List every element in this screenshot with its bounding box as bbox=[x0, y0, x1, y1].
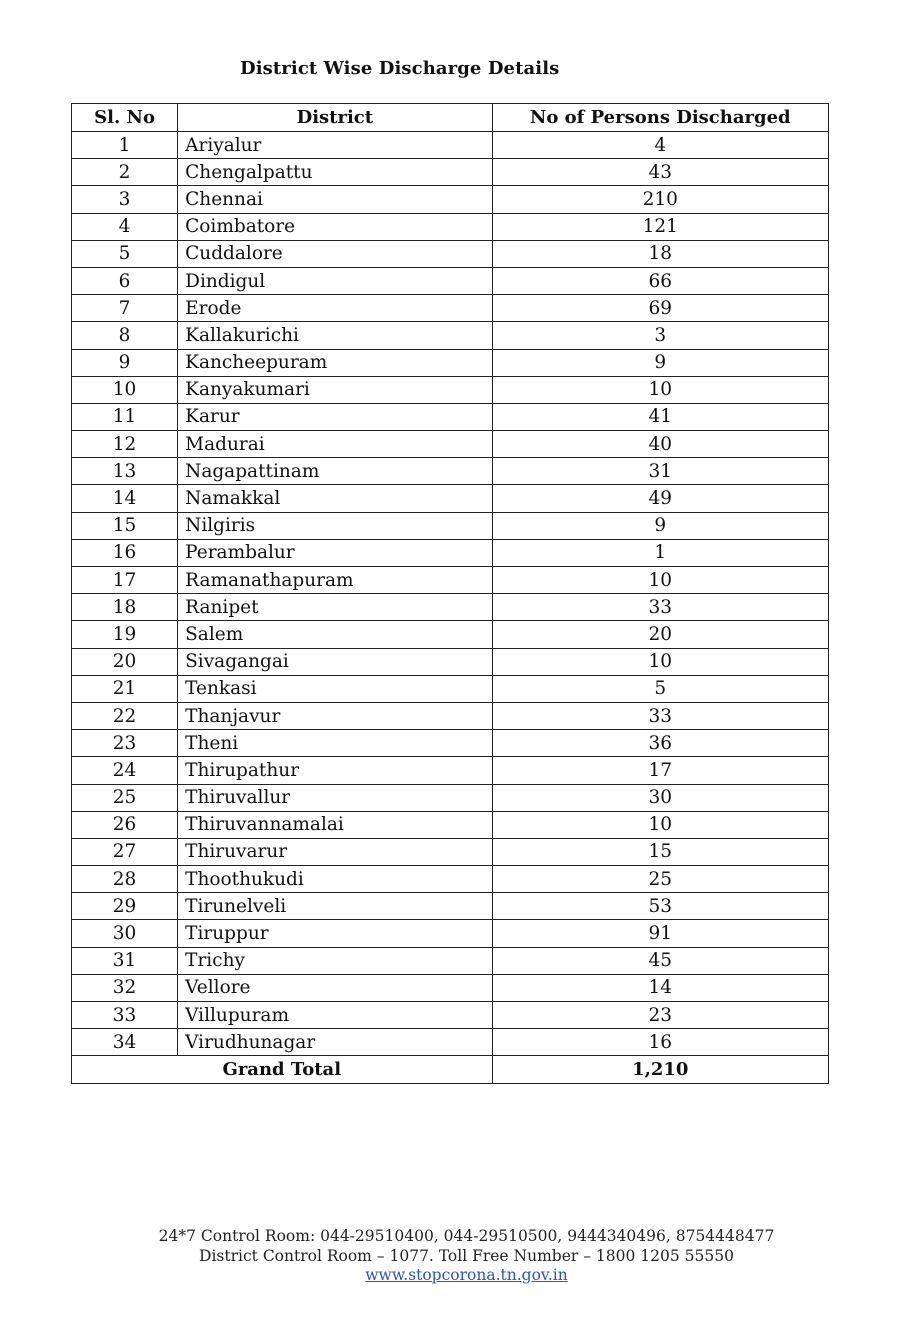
row-sl-no: 33 bbox=[72, 1002, 178, 1029]
table-row bbox=[72, 512, 829, 539]
row-persons-discharged: 33 bbox=[492, 594, 828, 621]
row-sl-no: 17 bbox=[72, 567, 178, 594]
row-district: Chennai bbox=[178, 186, 492, 213]
table-row bbox=[72, 702, 829, 729]
grand-total-value: 1,210 bbox=[492, 1056, 828, 1083]
table-row bbox=[72, 485, 829, 512]
table-row bbox=[72, 1002, 829, 1029]
row-persons-discharged: 20 bbox=[492, 621, 828, 648]
row-district: Nilgiris bbox=[178, 512, 492, 539]
table-row bbox=[72, 594, 829, 621]
table-row bbox=[72, 811, 829, 838]
row-persons-discharged: 10 bbox=[492, 648, 828, 675]
row-persons-discharged: 5 bbox=[492, 675, 828, 702]
row-district: Thoothukudi bbox=[178, 866, 492, 893]
table-row bbox=[72, 621, 829, 648]
header-district: District bbox=[178, 104, 492, 132]
row-persons-discharged: 53 bbox=[492, 893, 828, 920]
table-row bbox=[72, 974, 829, 1001]
table-row bbox=[72, 431, 829, 458]
row-sl-no: 29 bbox=[72, 893, 178, 920]
row-district: Kanyakumari bbox=[178, 376, 492, 403]
row-district: Tirunelveli bbox=[178, 893, 492, 920]
row-sl-no: 15 bbox=[72, 512, 178, 539]
row-district: Perambalur bbox=[178, 539, 492, 566]
table-row bbox=[72, 213, 829, 240]
row-persons-discharged: 14 bbox=[492, 974, 828, 1001]
table-row bbox=[72, 159, 829, 186]
grand-total-row bbox=[72, 1056, 829, 1083]
control-room-line: 24*7 Control Room: 044-29510400, 044-29510500, 9444340496, 8754448477 bbox=[158, 1227, 775, 1245]
row-sl-no: 16 bbox=[72, 539, 178, 566]
row-district: Kallakurichi bbox=[178, 322, 492, 349]
table-row bbox=[72, 267, 829, 294]
row-district: Madurai bbox=[178, 431, 492, 458]
website-link[interactable]: www.stopcorona.tn.gov.in bbox=[365, 1266, 568, 1284]
table-row bbox=[72, 567, 829, 594]
row-district: Theni bbox=[178, 730, 492, 757]
table-row bbox=[72, 648, 829, 675]
row-persons-discharged: 17 bbox=[492, 757, 828, 784]
table-row bbox=[72, 132, 829, 159]
row-sl-no: 14 bbox=[72, 485, 178, 512]
row-district: Thiruvarur bbox=[178, 838, 492, 865]
table-row bbox=[72, 376, 829, 403]
table-row bbox=[72, 1029, 829, 1056]
row-sl-no: 19 bbox=[72, 621, 178, 648]
row-sl-no: 10 bbox=[72, 376, 178, 403]
row-persons-discharged: 45 bbox=[492, 947, 828, 974]
row-district: Thirupathur bbox=[178, 757, 492, 784]
row-district: Erode bbox=[178, 295, 492, 322]
row-sl-no: 20 bbox=[72, 648, 178, 675]
table-row bbox=[72, 730, 829, 757]
discharge-table bbox=[71, 103, 829, 1084]
row-sl-no: 26 bbox=[72, 811, 178, 838]
table-row bbox=[72, 675, 829, 702]
row-district: Trichy bbox=[178, 947, 492, 974]
row-district: Nagapattinam bbox=[178, 458, 492, 485]
row-district: Kancheepuram bbox=[178, 349, 492, 376]
table-header-row bbox=[72, 104, 829, 132]
row-sl-no: 11 bbox=[72, 403, 178, 430]
row-persons-discharged: 10 bbox=[492, 376, 828, 403]
row-sl-no: 21 bbox=[72, 675, 178, 702]
header-persons-discharged: No of Persons Discharged bbox=[492, 104, 828, 132]
row-persons-discharged: 18 bbox=[492, 240, 828, 267]
row-sl-no: 25 bbox=[72, 784, 178, 811]
table-row bbox=[72, 947, 829, 974]
row-persons-discharged: 4 bbox=[492, 132, 828, 159]
header-sl-no: Sl. No bbox=[72, 104, 178, 132]
table-row bbox=[72, 893, 829, 920]
table-body bbox=[72, 132, 829, 1056]
table-row bbox=[72, 240, 829, 267]
row-sl-no: 8 bbox=[72, 322, 178, 349]
row-sl-no: 13 bbox=[72, 458, 178, 485]
row-district: Ramanathapuram bbox=[178, 567, 492, 594]
row-district: Ranipet bbox=[178, 594, 492, 621]
table-row bbox=[72, 186, 829, 213]
row-district: Ariyalur bbox=[178, 132, 492, 159]
row-persons-discharged: 49 bbox=[492, 485, 828, 512]
row-sl-no: 30 bbox=[72, 920, 178, 947]
row-district: Sivagangai bbox=[178, 648, 492, 675]
row-sl-no: 9 bbox=[72, 349, 178, 376]
row-persons-discharged: 1 bbox=[492, 539, 828, 566]
row-persons-discharged: 3 bbox=[492, 322, 828, 349]
row-sl-no: 3 bbox=[72, 186, 178, 213]
row-persons-discharged: 36 bbox=[492, 730, 828, 757]
row-district: Chengalpattu bbox=[178, 159, 492, 186]
row-sl-no: 12 bbox=[72, 431, 178, 458]
row-persons-discharged: 69 bbox=[492, 295, 828, 322]
row-sl-no: 23 bbox=[72, 730, 178, 757]
table-row bbox=[72, 349, 829, 376]
row-district: Thiruvallur bbox=[178, 784, 492, 811]
row-persons-discharged: 23 bbox=[492, 1002, 828, 1029]
row-sl-no: 24 bbox=[72, 757, 178, 784]
row-persons-discharged: 9 bbox=[492, 512, 828, 539]
row-district: Thiruvannamalai bbox=[178, 811, 492, 838]
row-persons-discharged: 91 bbox=[492, 920, 828, 947]
row-persons-discharged: 66 bbox=[492, 267, 828, 294]
table-row bbox=[72, 920, 829, 947]
table-row bbox=[72, 838, 829, 865]
table-row bbox=[72, 403, 829, 430]
table-row bbox=[72, 539, 829, 566]
table-row bbox=[72, 295, 829, 322]
row-district: Villupuram bbox=[178, 1002, 492, 1029]
row-sl-no: 2 bbox=[72, 159, 178, 186]
row-persons-discharged: 10 bbox=[492, 811, 828, 838]
row-persons-discharged: 15 bbox=[492, 838, 828, 865]
row-district: Namakkal bbox=[178, 485, 492, 512]
row-sl-no: 31 bbox=[72, 947, 178, 974]
row-district: Tenkasi bbox=[178, 675, 492, 702]
row-persons-discharged: 43 bbox=[492, 159, 828, 186]
row-district: Thanjavur bbox=[178, 702, 492, 729]
table-row bbox=[72, 322, 829, 349]
row-persons-discharged: 41 bbox=[492, 403, 828, 430]
row-district: Coimbatore bbox=[178, 213, 492, 240]
row-persons-discharged: 25 bbox=[492, 866, 828, 893]
table-row bbox=[72, 784, 829, 811]
row-sl-no: 28 bbox=[72, 866, 178, 893]
row-district: Dindigul bbox=[178, 267, 492, 294]
row-sl-no: 1 bbox=[72, 132, 178, 159]
row-sl-no: 7 bbox=[72, 295, 178, 322]
row-persons-discharged: 33 bbox=[492, 702, 828, 729]
row-sl-no: 32 bbox=[72, 974, 178, 1001]
row-sl-no: 22 bbox=[72, 702, 178, 729]
row-persons-discharged: 210 bbox=[492, 186, 828, 213]
row-district: Salem bbox=[178, 621, 492, 648]
table-row bbox=[72, 757, 829, 784]
row-district: Cuddalore bbox=[178, 240, 492, 267]
row-persons-discharged: 121 bbox=[492, 213, 828, 240]
row-district: Vellore bbox=[178, 974, 492, 1001]
district-control-line: District Control Room – 1077. Toll Free Number – 1800 1205 55550 bbox=[199, 1246, 734, 1265]
row-persons-discharged: 16 bbox=[492, 1029, 828, 1056]
table-row bbox=[72, 866, 829, 893]
row-persons-discharged: 30 bbox=[492, 784, 828, 811]
row-district: Karur bbox=[178, 403, 492, 430]
footer bbox=[0, 1227, 903, 1286]
table-row bbox=[72, 458, 829, 485]
row-district: Tiruppur bbox=[178, 920, 492, 947]
row-sl-no: 5 bbox=[72, 240, 178, 267]
row-district: Virudhunagar bbox=[178, 1029, 492, 1056]
row-sl-no: 27 bbox=[72, 838, 178, 865]
page-title: District Wise Discharge Details bbox=[240, 58, 560, 79]
row-sl-no: 34 bbox=[72, 1029, 178, 1056]
row-persons-discharged: 9 bbox=[492, 349, 828, 376]
row-persons-discharged: 10 bbox=[492, 567, 828, 594]
row-persons-discharged: 31 bbox=[492, 458, 828, 485]
row-sl-no: 6 bbox=[72, 267, 178, 294]
row-sl-no: 4 bbox=[72, 213, 178, 240]
row-sl-no: 18 bbox=[72, 594, 178, 621]
grand-total-label: Grand Total bbox=[72, 1056, 493, 1083]
row-persons-discharged: 40 bbox=[492, 431, 828, 458]
